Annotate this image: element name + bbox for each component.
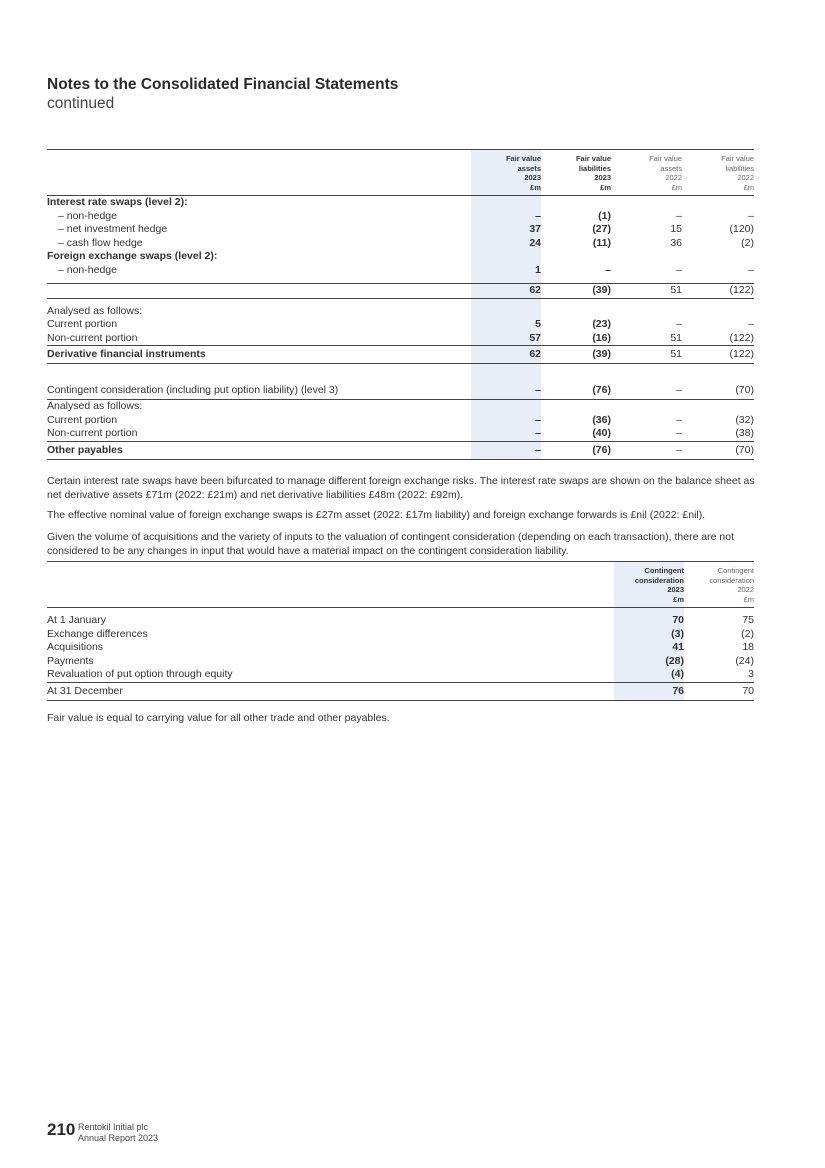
- cell: 24: [471, 237, 541, 251]
- table-header-row: [47, 562, 754, 608]
- row-label: Acquisitions: [47, 641, 104, 653]
- cell: 57: [471, 332, 541, 346]
- cell: –: [471, 382, 541, 400]
- cell: 5: [471, 318, 541, 332]
- derivatives-table: [47, 149, 754, 460]
- cell: 76: [614, 682, 684, 700]
- header-line: £m: [600, 182, 611, 192]
- row-label: At 31 December: [47, 682, 614, 700]
- subtotal-row: [47, 284, 754, 299]
- cell: (76): [541, 441, 611, 459]
- table-row: [47, 250, 754, 264]
- header-line: £m: [530, 182, 541, 192]
- header-line: 2023: [524, 173, 541, 182]
- header-fv-liabilities-2023: [541, 150, 611, 196]
- cell: –: [676, 413, 682, 426]
- header-line: Fair value: [721, 154, 754, 163]
- cell: –: [611, 382, 682, 400]
- table-row: [47, 414, 754, 428]
- page-title: Notes to the Consolidated Financial Statements: [47, 76, 399, 93]
- row-label: Derivative financial instruments: [47, 346, 471, 364]
- cell: 51: [611, 332, 682, 346]
- header-line: Contingent: [717, 566, 754, 575]
- note-paragraph: Certain interest rate swaps have been bifurcated to manage different foreign exchange risks. The interest rate swaps are shown on the balance sheet as net derivative assets £71m (2022: £21m) and net derivative liabilities £48m (2022: £92m).: [47, 475, 755, 501]
- table-row: [47, 628, 754, 642]
- header-line: liabilities: [578, 163, 611, 173]
- cell: 36: [670, 236, 682, 249]
- header-line: assets: [660, 163, 682, 173]
- cell: (38): [682, 427, 754, 441]
- row-label: Non-current portion: [47, 427, 471, 441]
- cell: –: [605, 263, 611, 276]
- row-label: – non-hedge: [58, 209, 117, 222]
- cell: (2): [741, 236, 754, 249]
- cell: –: [471, 414, 541, 428]
- header-fv-assets-2022: [611, 150, 682, 196]
- cell: (16): [541, 332, 611, 346]
- header-cc-2023: [614, 562, 684, 608]
- cell: (70): [682, 382, 754, 400]
- row-label: Revaluation of put option through equity: [47, 668, 614, 682]
- header-fv-liabilities-2022: [682, 150, 754, 196]
- cell: 51: [611, 284, 682, 299]
- header-line: Fair value: [649, 154, 682, 163]
- cell: (122): [682, 332, 754, 346]
- table-row: [47, 210, 754, 224]
- cell: –: [611, 427, 682, 441]
- cell: (28): [614, 655, 684, 669]
- company-name: Rentokil Initial plc: [78, 1122, 149, 1132]
- row-label: – non-hedge: [58, 263, 117, 276]
- table-row: [47, 223, 754, 237]
- row-label: – cash flow hedge: [58, 236, 143, 249]
- cell: 70: [684, 682, 754, 700]
- cell: 51: [611, 346, 682, 364]
- cell: (24): [735, 654, 754, 667]
- header-line: £m: [743, 182, 754, 192]
- row-label: – net investment hedge: [58, 223, 168, 235]
- table-row: [47, 332, 754, 346]
- header-fv-assets-2023: [471, 150, 541, 196]
- cell: –: [471, 427, 541, 441]
- header-line: 2022: [737, 585, 754, 594]
- cell: (76): [541, 382, 611, 400]
- cell: –: [676, 209, 682, 222]
- row-label: Current portion: [47, 318, 118, 330]
- cell: –: [676, 318, 682, 330]
- cell: 3: [684, 668, 754, 682]
- cell: –: [471, 441, 541, 459]
- header-line: £m: [673, 594, 684, 604]
- cell: 62: [471, 284, 541, 299]
- cell: –: [611, 441, 682, 459]
- cell: (3): [614, 628, 684, 642]
- cell: –: [748, 209, 754, 222]
- cell: –: [676, 263, 682, 276]
- table-row: [47, 427, 754, 441]
- header-line: 2023: [594, 173, 611, 182]
- row-label: Current portion: [47, 413, 118, 426]
- page-subtitle: continued: [47, 95, 115, 112]
- cell: (39): [541, 346, 611, 364]
- cell: (23): [592, 318, 611, 330]
- table-header-row: [47, 150, 754, 196]
- cell: (122): [682, 346, 754, 364]
- note-paragraph: Fair value is equal to carrying value for all other trade and other payables.: [47, 712, 390, 724]
- cell: 37: [471, 223, 541, 237]
- table-row: [47, 668, 754, 682]
- header-line: £m: [743, 594, 754, 604]
- header-empty: [47, 150, 471, 196]
- table-row: [47, 305, 754, 319]
- header-cc-2022: [684, 562, 754, 608]
- row-label: At 1 January: [47, 614, 106, 626]
- header-empty: [47, 562, 614, 608]
- row-label: Non-current portion: [47, 332, 471, 346]
- table-row: [47, 318, 754, 332]
- report-name: Annual Report 2023: [78, 1133, 159, 1143]
- header-line: 2022: [737, 173, 754, 182]
- header-line: 2022: [665, 173, 682, 182]
- table-row: [47, 614, 754, 628]
- header-line: Fair value: [575, 154, 611, 163]
- footer-company: [78, 1122, 158, 1144]
- row-label: [47, 284, 471, 299]
- cell: (120): [729, 223, 754, 235]
- header-line: 2023: [667, 585, 684, 594]
- total-row: [47, 346, 754, 364]
- cell: –: [471, 210, 541, 224]
- cell: (32): [735, 413, 754, 426]
- header-line: consideration: [634, 575, 684, 585]
- cell: (27): [592, 223, 611, 235]
- header-line: £m: [671, 182, 682, 192]
- header-line: consideration: [709, 575, 754, 585]
- row-heading: Foreign exchange swaps (level 2):: [47, 250, 218, 262]
- cell: (2): [741, 627, 754, 640]
- cell: 75: [742, 614, 754, 626]
- cell: (70): [682, 441, 754, 459]
- cell: (39): [541, 284, 611, 299]
- table-row: [47, 237, 754, 251]
- table-row: [47, 655, 754, 669]
- row-label: Other payables: [47, 441, 471, 459]
- table-row: [47, 641, 754, 655]
- header-line: assets: [517, 163, 541, 173]
- table-row: [47, 382, 754, 400]
- total-row: [47, 682, 754, 700]
- row-heading: Analysed as follows:: [47, 400, 143, 412]
- row-heading: Interest rate swaps (level 2):: [47, 196, 188, 208]
- header-line: liabilities: [725, 163, 754, 173]
- table-row: [47, 400, 754, 414]
- table-row: [47, 196, 754, 210]
- cell: –: [748, 263, 754, 276]
- total-row: [47, 441, 754, 459]
- cell: 70: [614, 614, 684, 628]
- cell: (40): [541, 427, 611, 441]
- row-heading: Analysed as follows:: [47, 304, 143, 317]
- cell: 62: [471, 346, 541, 364]
- cell: –: [748, 318, 754, 330]
- cell: 41: [614, 641, 684, 655]
- cell: (36): [592, 413, 611, 426]
- table-row: [47, 264, 754, 278]
- row-label: Contingent consideration (including put option liability) (level 3): [47, 382, 471, 400]
- row-label: Payments: [47, 654, 94, 667]
- cell: 15: [670, 223, 682, 235]
- note-paragraph: The effective nominal value of foreign exchange swaps is £27m asset (2022: £17m liability) and foreign exchange forwards is £nil (2022: £nil).: [47, 509, 706, 521]
- cell: (1): [598, 209, 611, 222]
- page-number: 210: [47, 1120, 76, 1139]
- cell: (4): [614, 668, 684, 682]
- cell: 1: [471, 264, 541, 278]
- note-paragraph: Given the volume of acquisitions and the variety of inputs to the valuation of contingent consideration (depending on each transaction), there are not considered to be any changes in input that would have a material impact on the contingent consideration liability.: [47, 531, 735, 557]
- cell: (11): [592, 236, 611, 249]
- row-label: Exchange differences: [47, 627, 148, 640]
- contingent-consideration-table: [47, 561, 754, 701]
- header-line: Contingent: [644, 566, 684, 575]
- cell: (122): [682, 284, 754, 299]
- cell: 18: [742, 641, 754, 653]
- header-line: Fair value: [505, 154, 541, 163]
